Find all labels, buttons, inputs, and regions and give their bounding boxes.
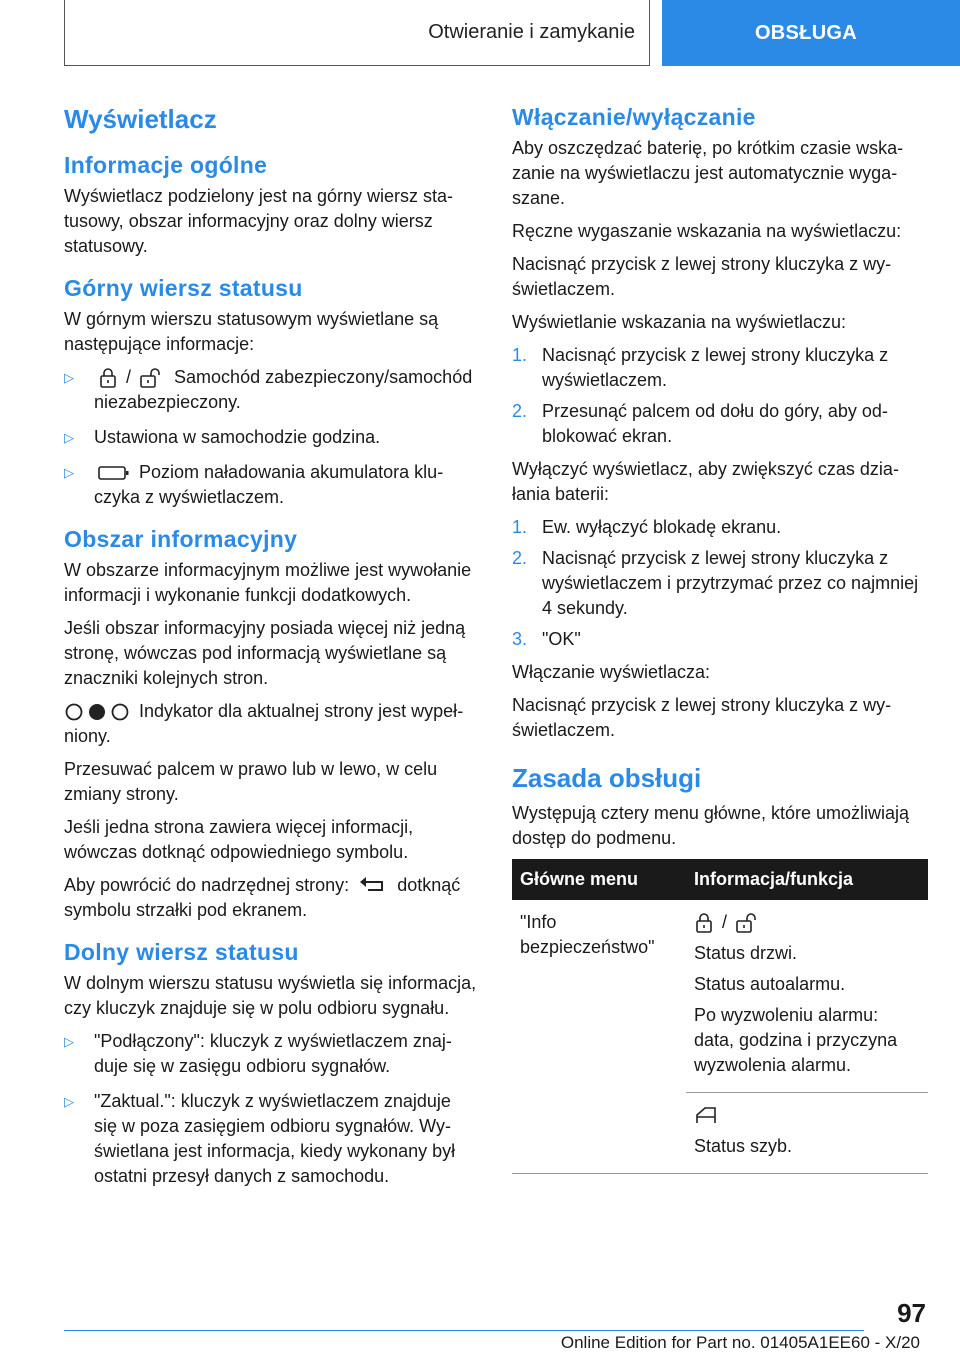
heading-principle: Zasada obsługi bbox=[512, 763, 702, 793]
onoff-p4: Wyświetlanie wskazania na wyświetlaczu: bbox=[512, 312, 846, 332]
onoff-p1: Aby oszczędzać baterię, po krótkim czasie wskazanie na wyświetlaczu jest automatycznie wygaszane. bbox=[512, 138, 904, 208]
menu-table bbox=[512, 859, 928, 1174]
battery-icon bbox=[98, 465, 130, 481]
footer-divider bbox=[64, 1330, 864, 1331]
bottom-status-list bbox=[64, 1029, 478, 1189]
lock-closed-icon bbox=[98, 367, 118, 389]
general-text: Wyświetlacz podzielony jest na górny wiersz statusowy, obszar informacyjny oraz dolny wiersz statusowy. bbox=[64, 186, 453, 256]
table-cell-info bbox=[686, 900, 928, 1093]
onoff-p7: Nacisnąć przycisk z lewej strony kluczyka z wyświetlaczem. bbox=[512, 695, 892, 740]
step-number: 2. bbox=[512, 548, 528, 568]
top-status-list bbox=[64, 365, 478, 510]
icon-separator: / bbox=[722, 912, 728, 932]
table-row bbox=[512, 900, 928, 1093]
principle-text: Występują cztery menu główne, które umożliwiają dostęp do podmenu. bbox=[512, 803, 910, 848]
info-area-p3-wrap bbox=[64, 699, 478, 749]
onoff-list1 bbox=[512, 343, 928, 449]
step-text: "OK" bbox=[542, 629, 581, 649]
info-area-p6a: Aby powrócić do nadrzędnej strony: bbox=[64, 875, 350, 895]
page-title: Wyświetlacz bbox=[64, 104, 217, 134]
info-area-p6b: dotknąć symbolu strzałki pod ekranem. bbox=[64, 875, 461, 920]
right-column bbox=[512, 96, 928, 1174]
table-header-info: Informacja/funkcja bbox=[686, 859, 928, 900]
step-text: Nacisnąć przycisk z lewej strony kluczyka z wyświetlaczem i przytrzymać przez co najmniej 4 sekundy. bbox=[542, 548, 919, 618]
page-number: 97 bbox=[897, 1298, 926, 1328]
list-item bbox=[512, 399, 928, 449]
info-area-p6 bbox=[64, 873, 478, 923]
heading-onoff: Włączanie/wyłączanie bbox=[512, 104, 756, 130]
step-number: 1. bbox=[512, 345, 528, 365]
item-text: Poziom naładowania akumulatora kluczyka z wyświetlaczem. bbox=[94, 462, 444, 507]
onoff-p5: Wyłączyć wyświetlacz, aby zwiększyć czas działania baterii: bbox=[512, 459, 899, 504]
step-text: Ew. wyłączyć blokadę ekranu. bbox=[542, 517, 782, 537]
triangle-bullet-icon: ▷ bbox=[64, 465, 74, 480]
list-item bbox=[64, 460, 478, 510]
icon-separator: / bbox=[126, 367, 132, 387]
table-cell-info bbox=[686, 1093, 928, 1174]
info-line: Status autoalarmu. bbox=[694, 974, 846, 994]
info-area-p2: Jeśli obszar informacyjny posiada więcej niż jedną stronę, wówczas pod informacją wyświetlane są znaczniki kolejnych stron. bbox=[64, 618, 466, 688]
item-text: Samochód zabezpieczony/samochód niezabezpieczony. bbox=[94, 367, 473, 412]
info-area-p4: Przesuwać palcem w prawo lub w lewo, w celu zmiany strony. bbox=[64, 759, 438, 804]
list-item bbox=[512, 343, 928, 393]
menu-name: "Info bezpieczeństwo" bbox=[520, 912, 655, 957]
info-line: Po wyzwoleniu alarmu: data, godzina i przyczyna wyzwolenia alarmu. bbox=[694, 1005, 898, 1075]
page-indicator-dots-icon bbox=[64, 702, 130, 722]
step-number: 1. bbox=[512, 517, 528, 537]
table-header-menu: Główne menu bbox=[512, 859, 686, 900]
lock-open-icon bbox=[735, 912, 761, 934]
info-area-p5: Jeśli jedna strona zawiera więcej informacji, wówczas dotknąć odpowiedniego symbolu. bbox=[64, 817, 414, 862]
item-text: Ustawiona w samochodzie godzina. bbox=[94, 427, 381, 447]
list-item bbox=[512, 546, 928, 621]
table-cell-menu bbox=[512, 900, 686, 1174]
onoff-p6: Włączanie wyświetlacza: bbox=[512, 662, 711, 682]
onoff-p2: Ręczne wygaszanie wskazania na wyświetlaczu: bbox=[512, 221, 902, 241]
icon-line bbox=[694, 910, 920, 935]
item-text: "Zaktual.": kluczyk z wyświetlaczem znajduje się w poza zasięgiem odbioru sygnałów. Wyświetlana jest informacja, kiedy wykonany był ostatni przesył danych z samochodu. bbox=[94, 1091, 456, 1186]
section-title: OBSŁUGA bbox=[754, 21, 858, 44]
top-status-intro: W górnym wierszu statusowym wyświetlane są następujące informacje: bbox=[64, 309, 439, 354]
triangle-bullet-icon: ▷ bbox=[64, 370, 74, 385]
edition-note: Online Edition for Part no. 01405A1EE60 - X/20 bbox=[560, 1333, 920, 1352]
triangle-bullet-icon: ▷ bbox=[64, 1094, 74, 1109]
triangle-bullet-icon: ▷ bbox=[64, 1034, 74, 1049]
item-text: "Podłączony": kluczyk z wyświetlaczem znajduje się w zasięgu odbioru sygnałów. bbox=[94, 1031, 452, 1076]
info-area-p3: Indykator dla aktualnej strony jest wypełniony. bbox=[64, 701, 464, 746]
step-number: 2. bbox=[512, 401, 528, 421]
list-item bbox=[512, 627, 928, 652]
heading-top-status: Górny wiersz statusu bbox=[64, 275, 303, 301]
list-item bbox=[512, 515, 928, 540]
list-item bbox=[64, 365, 478, 415]
info-line: Status szyb. bbox=[694, 1136, 793, 1156]
list-item bbox=[64, 425, 478, 450]
lock-closed-icon bbox=[694, 912, 714, 934]
heading-bottom-status: Dolny wiersz statusu bbox=[64, 939, 299, 965]
lock-open-icon bbox=[139, 367, 165, 389]
step-number: 3. bbox=[512, 629, 528, 649]
left-column bbox=[64, 96, 478, 1199]
info-area-p1: W obszarze informacyjnym możliwe jest wywołanie informacji i wykonanie funkcji dodatkowych. bbox=[64, 560, 472, 605]
chapter-tab bbox=[64, 0, 650, 66]
heading-info-area: Obszar informacyjny bbox=[64, 526, 298, 552]
page-header bbox=[0, 0, 960, 66]
car-window-icon bbox=[694, 1105, 718, 1127]
onoff-list2 bbox=[512, 515, 928, 652]
step-text: Nacisnąć przycisk z lewej strony kluczyka z wyświetlaczem. bbox=[542, 345, 889, 390]
info-line: Status drzwi. bbox=[694, 943, 798, 963]
list-item bbox=[64, 1029, 478, 1079]
bottom-status-intro: W dolnym wierszu statusu wyświetla się informacja, czy kluczyk znajduje się w polu odbioru sygnału. bbox=[64, 973, 477, 1018]
triangle-bullet-icon: ▷ bbox=[64, 430, 74, 445]
onoff-p3: Nacisnąć przycisk z lewej strony kluczyka z wyświetlaczem. bbox=[512, 254, 892, 299]
chapter-title: Otwieranie i zamykanie bbox=[428, 21, 635, 43]
step-text: Przesunąć palcem od dołu do góry, aby odblokować ekran. bbox=[542, 401, 888, 446]
list-item bbox=[64, 1089, 478, 1189]
heading-general: Informacje ogólne bbox=[64, 152, 268, 178]
icon-line bbox=[694, 1103, 920, 1128]
back-arrow-icon bbox=[358, 876, 388, 896]
section-tab bbox=[662, 0, 960, 66]
